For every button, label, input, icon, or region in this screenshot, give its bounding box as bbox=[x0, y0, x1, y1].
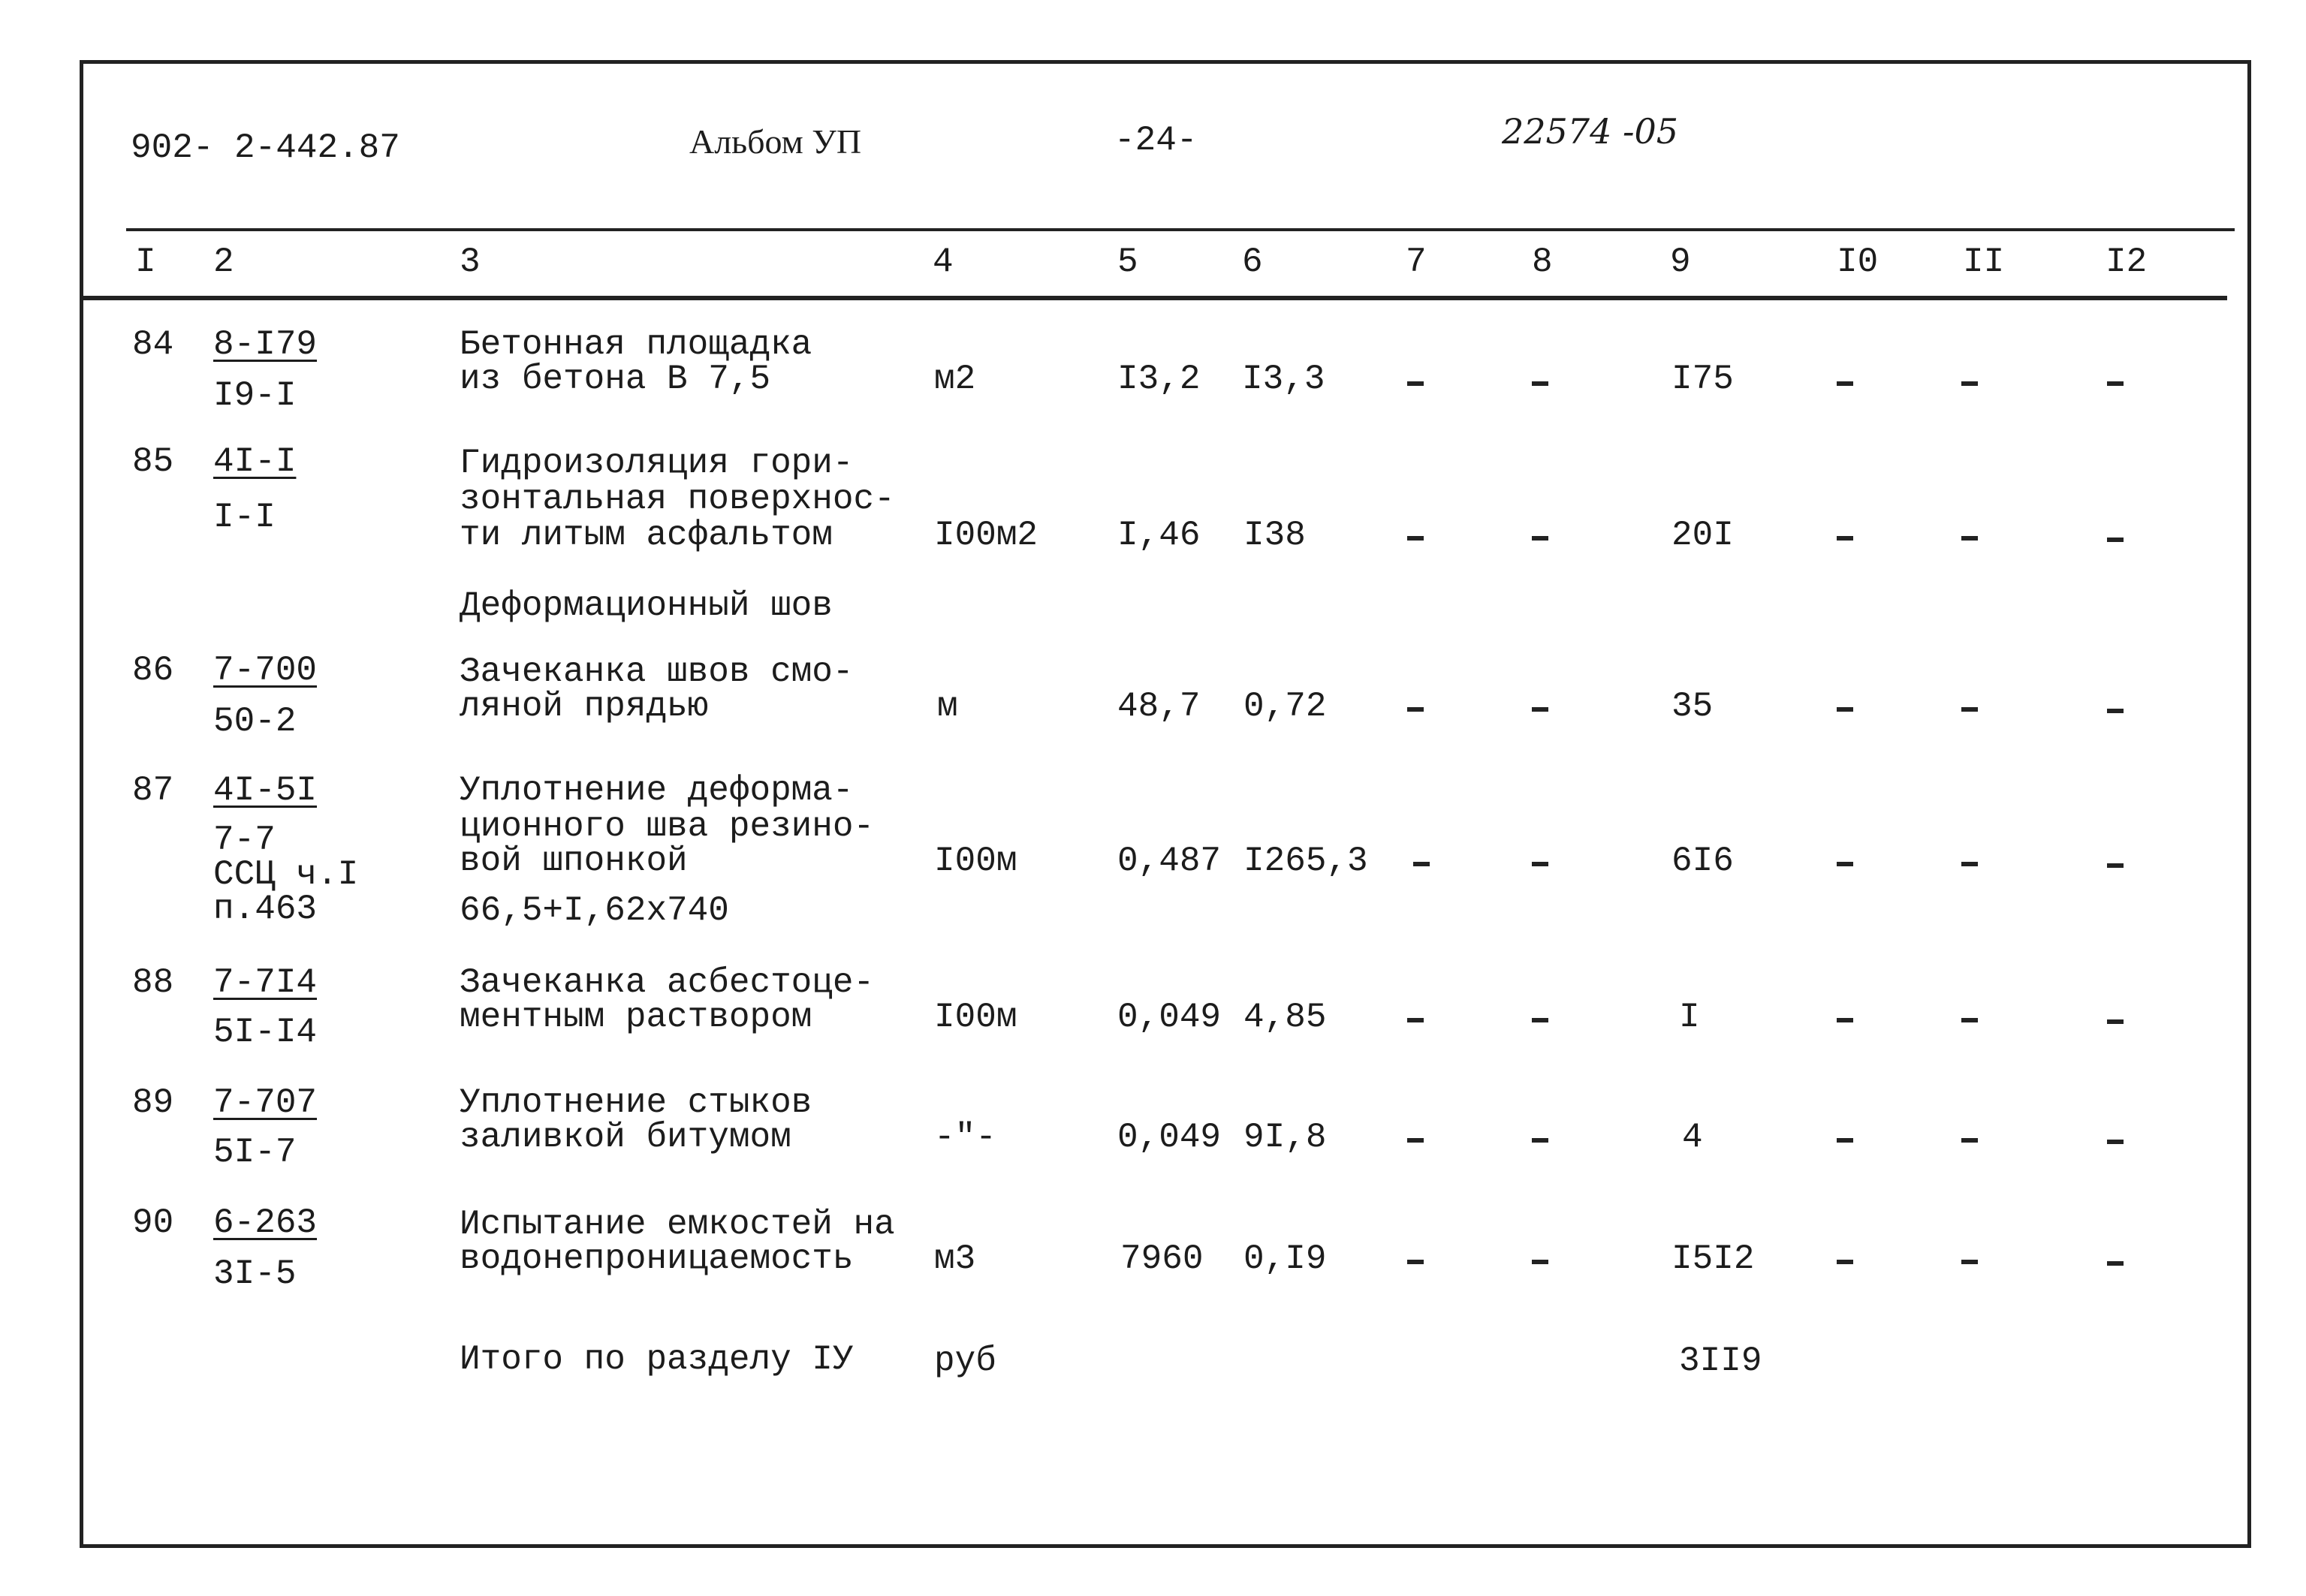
work-description: зонтальная поверхнос- bbox=[460, 480, 895, 519]
empty-mark bbox=[1837, 1260, 1853, 1264]
work-description: из бетона В 7,5 bbox=[460, 360, 771, 399]
album-title: Альбом УП bbox=[689, 122, 862, 161]
rate-subcode: 7-7 bbox=[213, 821, 276, 860]
work-description: Зачеканка асбестоце- bbox=[460, 963, 875, 1002]
quantity: 0,049 bbox=[1117, 1118, 1222, 1157]
empty-mark bbox=[1837, 707, 1853, 712]
total-label: Итого по разделу IУ bbox=[460, 1340, 854, 1379]
work-description: ментным раствором bbox=[460, 998, 812, 1037]
section-title: Деформационный шов bbox=[460, 586, 833, 625]
rate-code: 8-I79 bbox=[213, 325, 318, 364]
header-bottom-rule bbox=[83, 296, 2227, 300]
quantity: I3,2 bbox=[1117, 360, 1201, 399]
rate-subcode: I9-I bbox=[213, 376, 297, 415]
total-cost: I5I2 bbox=[1671, 1239, 1755, 1278]
rate-subcode: 5I-7 bbox=[213, 1133, 297, 1172]
col-header-7: 7 bbox=[1406, 242, 1427, 282]
col-header-10: I0 bbox=[1837, 242, 1879, 282]
empty-mark bbox=[1961, 1138, 1978, 1143]
row-number: 90 bbox=[132, 1203, 174, 1242]
work-description: вой шпонкой bbox=[460, 842, 688, 881]
col-header-9: 9 bbox=[1670, 242, 1691, 282]
col-header-4: 4 bbox=[933, 242, 954, 282]
work-description: ляной прядью bbox=[460, 687, 709, 726]
total-cost: 6I6 bbox=[1671, 842, 1734, 881]
rate-code: 7-7I4 bbox=[213, 963, 318, 1002]
header-top-rule bbox=[126, 228, 2235, 231]
page-frame bbox=[80, 60, 2251, 1548]
empty-mark bbox=[1532, 707, 1548, 712]
total-cost: I75 bbox=[1671, 360, 1734, 399]
row-number: 85 bbox=[132, 442, 174, 481]
work-description: Уплотнение стыков bbox=[460, 1083, 812, 1122]
rate-subcode: 3I-5 bbox=[213, 1254, 297, 1293]
rate-code: 7-700 bbox=[213, 651, 318, 690]
total-unit: руб bbox=[934, 1342, 996, 1381]
empty-mark bbox=[2107, 538, 2124, 542]
empty-mark bbox=[1407, 381, 1424, 386]
row-number: 84 bbox=[132, 325, 174, 364]
unit: м bbox=[937, 687, 958, 726]
empty-mark bbox=[1407, 536, 1424, 541]
row-number: 87 bbox=[132, 771, 174, 810]
empty-mark bbox=[1413, 862, 1430, 866]
unit-price: 0,I9 bbox=[1243, 1239, 1327, 1278]
work-description: Испытание емкостей на bbox=[460, 1205, 895, 1244]
empty-mark bbox=[1407, 1138, 1424, 1143]
unit: -"- bbox=[934, 1118, 996, 1157]
col-header-8: 8 bbox=[1532, 242, 1553, 282]
price-formula: 66,5+I,62x740 bbox=[460, 891, 729, 930]
empty-mark bbox=[1532, 1260, 1548, 1264]
empty-mark bbox=[1961, 862, 1978, 866]
unit: I00м2 bbox=[934, 516, 1038, 555]
unit-price: 9I,8 bbox=[1243, 1118, 1327, 1157]
col-header-11: II bbox=[1963, 242, 2005, 282]
col-header-5: 5 bbox=[1117, 242, 1138, 282]
empty-mark bbox=[2107, 709, 2124, 713]
page-number: -24- bbox=[1114, 121, 1198, 160]
rate-code: 6-263 bbox=[213, 1203, 318, 1242]
empty-mark bbox=[1961, 1018, 1978, 1022]
empty-mark bbox=[1961, 1260, 1978, 1264]
col-header-2: 2 bbox=[213, 242, 234, 282]
total-cost: 4 bbox=[1682, 1118, 1703, 1157]
empty-mark bbox=[2107, 863, 2124, 868]
total-cost: 35 bbox=[1671, 687, 1714, 726]
col-header-3: 3 bbox=[460, 242, 481, 282]
unit-price: I265,3 bbox=[1243, 842, 1368, 881]
empty-mark bbox=[1407, 1260, 1424, 1264]
empty-mark bbox=[1961, 707, 1978, 712]
unit-price: I3,3 bbox=[1242, 360, 1325, 399]
quantity: 0,049 bbox=[1117, 998, 1222, 1037]
col-header-6: 6 bbox=[1242, 242, 1263, 282]
quantity: I,46 bbox=[1117, 516, 1201, 555]
total-cost: 20I bbox=[1671, 516, 1734, 555]
work-description: Уплотнение деформа- bbox=[460, 771, 854, 810]
empty-mark bbox=[2107, 1019, 2124, 1024]
handwritten-doc-number: 22574 -05 bbox=[1502, 111, 1679, 152]
empty-mark bbox=[1961, 381, 1978, 386]
empty-mark bbox=[1532, 1018, 1548, 1022]
empty-mark bbox=[1837, 862, 1853, 866]
empty-mark bbox=[1532, 1138, 1548, 1143]
rate-subcode: п.463 bbox=[213, 890, 318, 929]
work-description: Бетонная площадка bbox=[460, 325, 812, 364]
empty-mark bbox=[1837, 381, 1853, 386]
col-header-12: I2 bbox=[2106, 242, 2148, 282]
unit: I00м bbox=[934, 842, 1017, 881]
row-number: 89 bbox=[132, 1083, 174, 1122]
work-description: ционного шва резино- bbox=[460, 807, 875, 846]
empty-mark bbox=[1961, 536, 1978, 541]
empty-mark bbox=[2107, 1261, 2124, 1266]
rate-code: 4I-I bbox=[213, 442, 297, 481]
empty-mark bbox=[1837, 1018, 1853, 1022]
rate-code: 4I-5I bbox=[213, 771, 318, 810]
empty-mark bbox=[1407, 707, 1424, 712]
rate-subcode: 50-2 bbox=[213, 702, 297, 741]
unit-price: 4,85 bbox=[1243, 998, 1327, 1037]
unit-price: 0,72 bbox=[1243, 687, 1327, 726]
quantity: 7960 bbox=[1120, 1239, 1204, 1278]
rate-code: 7-707 bbox=[213, 1083, 318, 1122]
quantity: 48,7 bbox=[1117, 687, 1201, 726]
col-header-1: I bbox=[135, 242, 156, 282]
work-description: ти литым асфальтом bbox=[460, 516, 833, 555]
work-description: Зачеканка швов смо- bbox=[460, 652, 854, 691]
rate-subcode: I-I bbox=[213, 498, 276, 537]
total-cost: I bbox=[1679, 998, 1700, 1037]
unit: I00м bbox=[934, 998, 1017, 1037]
work-description: водонепроницаемость bbox=[460, 1239, 854, 1278]
empty-mark bbox=[1837, 536, 1853, 541]
empty-mark bbox=[2107, 1140, 2124, 1144]
empty-mark bbox=[1532, 536, 1548, 541]
quantity: 0,487 bbox=[1117, 842, 1222, 881]
empty-mark bbox=[2107, 381, 2124, 386]
row-number: 86 bbox=[132, 651, 174, 690]
work-description: заливкой битумом bbox=[460, 1118, 791, 1157]
row-number: 88 bbox=[132, 963, 174, 1002]
total-value: 3II9 bbox=[1679, 1342, 1762, 1381]
empty-mark bbox=[1837, 1138, 1853, 1143]
unit: м3 bbox=[934, 1239, 976, 1278]
work-description: Гидроизоляция гори- bbox=[460, 444, 854, 483]
rate-subcode: ССЦ ч.I bbox=[213, 855, 359, 894]
empty-mark bbox=[1407, 1018, 1424, 1022]
empty-mark bbox=[1532, 862, 1548, 866]
unit-price: I38 bbox=[1243, 516, 1306, 555]
empty-mark bbox=[1532, 381, 1548, 386]
rate-subcode: 5I-I4 bbox=[213, 1013, 318, 1052]
doc-code: 902- 2-442.87 bbox=[131, 128, 400, 167]
unit: м2 bbox=[934, 360, 976, 399]
